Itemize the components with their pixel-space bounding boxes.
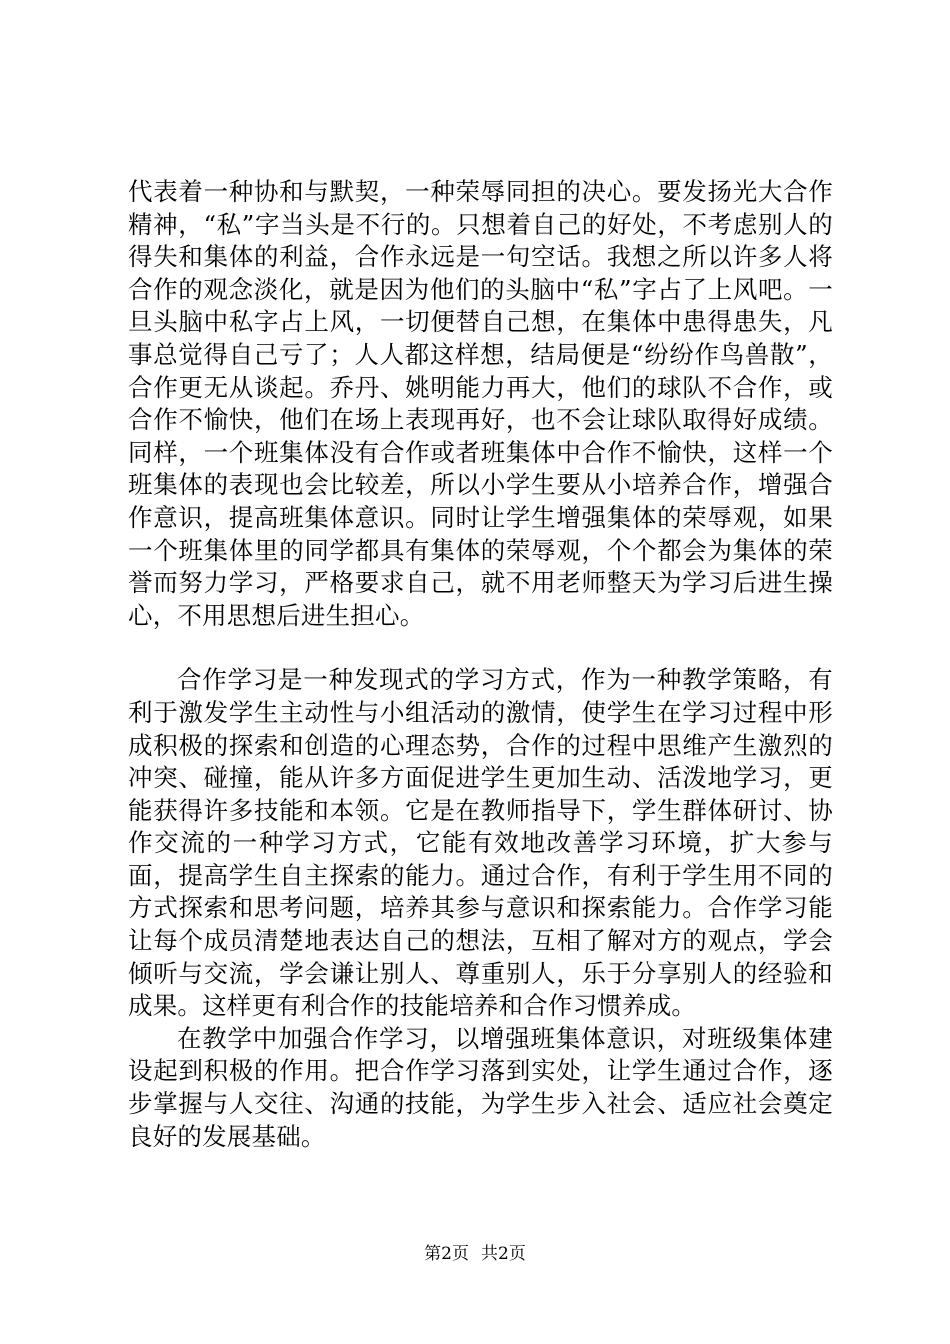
page-total: 共2页 bbox=[481, 1244, 526, 1264]
paragraph-cooperative-learning: 合作学习是一种发现式的学习方式，作为一种教学策略，有利于激发学生主动性与小组活动的激情，使学生在学习过程中形成积极的探索和创造的心理态势，合作的过程中思维产生激烈的冲突、碰撞，能从许多方面促进学生更加生动、活泼地学习，更能获得许多技能和本领。它是在教师指导下，学生群体研讨、协作交流的一种学习方式，它能有效地改善学习环境，扩大参与面，提高学生自主探索的能力。通过合作，有利于学生用不同的方式探索和思考问题，培养其参与意识和探索能力。合作学习能让每个成员清楚地表达自己的想法，互相了解对方的观点，学会倾听与交流，学会谦让别人、尊重别人，乐于分享别人的经验和成果。这样更有利合作的技能培养和合作习惯养成。 bbox=[128, 665, 833, 1021]
document-body bbox=[128, 176, 833, 1153]
page-footer bbox=[0, 1244, 950, 1264]
paragraph-continuation: 代表着一种协和与默契，一种荣辱同担的决心。要发扬光大合作精神，“私”字当头是不行的。只想着自己的好处，不考虑别人的得失和集体的利益，合作永远是一句空话。我想之所以许多人将合作的观念淡化，就是因为他们的头脑中“私”字占了上风吧。一旦头脑中私字占上风，一切便替自己想，在集体中患得患失，凡事总觉得自己亏了；人人都这样想，结局便是“纷纷作鸟兽散”，合作更无从谈起。乔丹、姚明能力再大，他们的球队不合作，或合作不愉快，他们在场上表现再好，也不会让球队取得好成绩。同样，一个班集体没有合作或者班集体中合作不愉快，这样一个班集体的表现也会比较差，所以小学生要从小培养合作，增强合作意识，提高班集体意识。同时让学生增强集体的荣辱观，如果一个班集体里的同学都具有集体的荣辱观，个个都会为集体的荣誉而努力学习，严格要求自己，就不用老师整天为学习后进生操心，不用思想后进生担心。 bbox=[128, 177, 833, 630]
page-number: 第2页 bbox=[424, 1244, 469, 1264]
paragraph-conclusion: 在教学中加强合作学习，以增强班集体意识，对班级集体建设起到积极的作用。把合作学习落到实处，让学生通过合作，逐步掌握与人交往、沟通的技能，为学生步入社会、适应社会奠定良好的发展基础。 bbox=[128, 1023, 833, 1151]
